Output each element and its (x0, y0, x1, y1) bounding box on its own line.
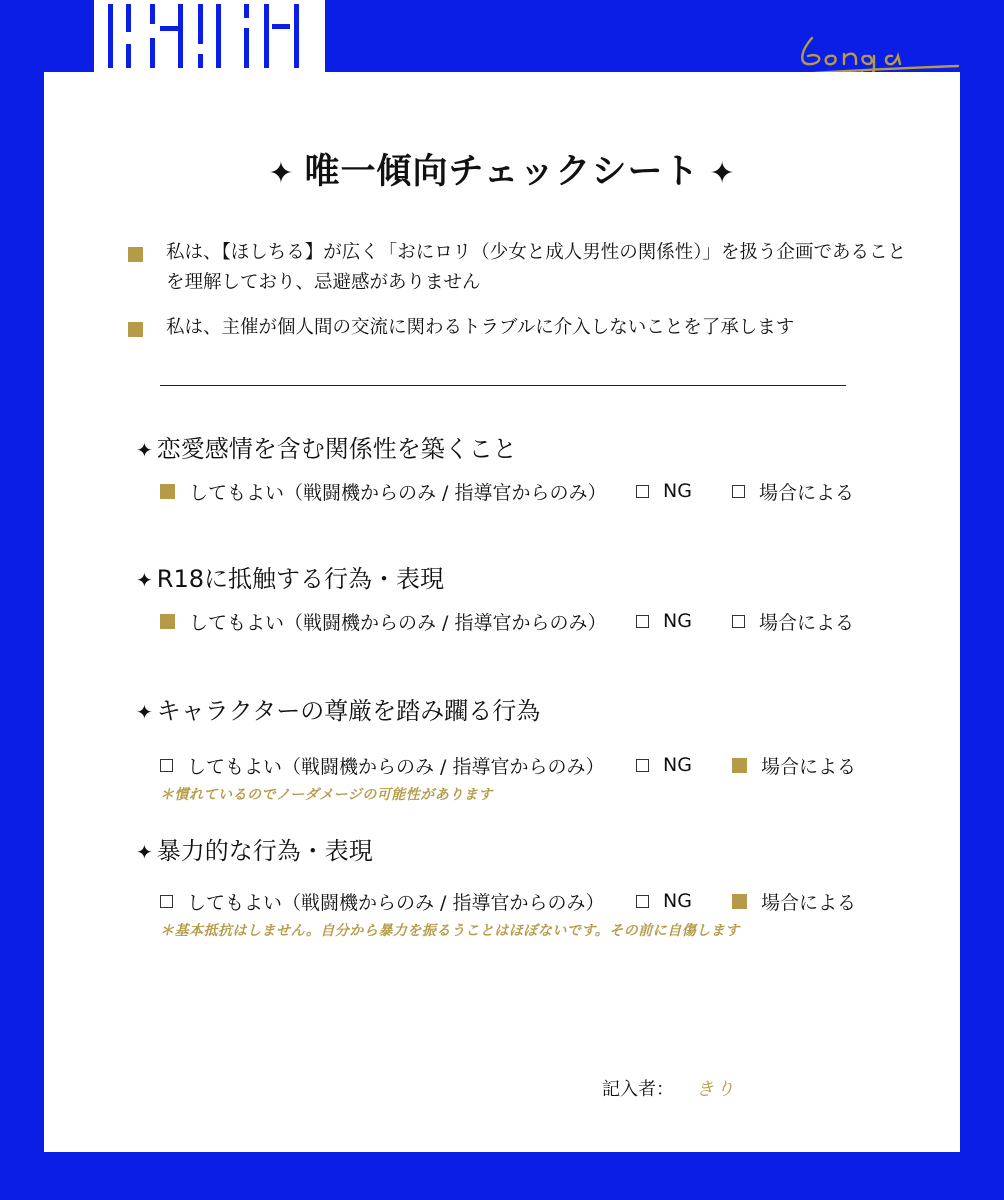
option-ng[interactable] (636, 886, 692, 916)
option-group (160, 886, 900, 916)
option-allowed[interactable] (160, 606, 606, 636)
checked-box-icon[interactable] (160, 484, 175, 499)
option-label: 場合による (761, 891, 857, 914)
checkbox-icon[interactable] (636, 615, 649, 628)
option-label: NG (663, 890, 692, 912)
option-depends[interactable] (732, 606, 854, 636)
logo-glyphs-icon (94, 0, 325, 72)
section-note: ＊慣れているのでノーダメージの可能性があります (160, 787, 493, 803)
checked-box-icon[interactable] (128, 322, 143, 337)
checkbox-icon[interactable] (732, 615, 745, 628)
agreement-statement (128, 313, 906, 343)
option-label: してもよい（戦闘機からのみ / 指導官からのみ） (187, 755, 605, 778)
section-heading (136, 562, 916, 596)
checked-box-icon[interactable] (732, 894, 747, 909)
page-title (44, 144, 960, 194)
checkbox-icon[interactable] (636, 759, 649, 772)
section-heading (136, 432, 916, 466)
option-label: NG (663, 610, 692, 632)
option-label: 場合による (759, 481, 855, 504)
option-ng[interactable] (636, 476, 692, 506)
checked-box-icon[interactable] (128, 247, 143, 262)
preference-section (136, 694, 916, 803)
sparkle-icon: ✦ (136, 568, 153, 592)
section-heading-text: R18に抵触する行為・表現 (156, 565, 444, 593)
title-text: 唯一傾向チェックシート (304, 152, 700, 192)
option-label: してもよい（戦闘機からのみ / 指導官からのみ） (189, 611, 607, 634)
option-label: NG (663, 754, 692, 776)
option-group (160, 476, 900, 506)
section-heading-text: キャラクターの尊厳を踏み躙る行為 (156, 697, 541, 725)
option-ng[interactable] (636, 750, 692, 780)
option-allowed[interactable] (160, 476, 606, 506)
option-label: NG (663, 480, 692, 502)
option-group (160, 750, 900, 780)
section-note: ＊基本抵抗はしません。自分から暴力を振るうことはほぼないです。その前に自傷します (160, 923, 740, 939)
signer-name: きり (696, 1079, 736, 1100)
option-ng[interactable] (636, 606, 692, 636)
preference-section (136, 432, 916, 504)
section-heading (136, 834, 916, 868)
option-label: 場合による (761, 755, 857, 778)
signer-label: 記入者： (602, 1079, 674, 1100)
checked-box-icon[interactable] (732, 758, 747, 773)
preference-section (136, 834, 916, 939)
agreement-text: 私は、【ほしちる】が広く「おにロリ（少女と成人男性の関係性）」を扱う企画であることを理解しており、忌避感がありません (166, 242, 907, 293)
checked-box-icon[interactable] (160, 614, 175, 629)
option-label: してもよい（戦闘機からのみ / 指導官からのみ） (189, 481, 607, 504)
option-allowed[interactable] (160, 750, 604, 780)
agreement-text: 私は、主催が個人間の交流に関わるトラブルに介入しないことを了承します (166, 317, 795, 338)
checkbox-icon[interactable] (160, 895, 173, 908)
checkbox-icon[interactable] (636, 895, 649, 908)
checkbox-icon[interactable] (636, 485, 649, 498)
checkbox-icon[interactable] (732, 485, 745, 498)
section-heading (136, 694, 916, 728)
section-heading-text: 暴力的な行為・表現 (156, 837, 373, 865)
event-logo (94, 0, 325, 72)
divider (160, 385, 846, 386)
sparkle-icon: ✦ (268, 156, 295, 191)
option-label: してもよい（戦闘機からのみ / 指導官からのみ） (187, 891, 605, 914)
checkbox-icon[interactable] (160, 759, 173, 772)
sparkle-icon: ✦ (709, 156, 736, 191)
agreement-statement (128, 238, 906, 298)
signer-row (602, 1075, 736, 1101)
option-group (160, 606, 900, 636)
sparkle-icon: ✦ (136, 438, 153, 462)
option-allowed[interactable] (160, 886, 604, 916)
option-depends[interactable] (732, 886, 856, 916)
sparkle-icon: ✦ (136, 700, 153, 724)
section-heading-text: 恋愛感情を含む関係性を築くこと (156, 435, 517, 463)
option-depends[interactable] (732, 750, 856, 780)
option-depends[interactable] (732, 476, 854, 506)
option-label: 場合による (759, 611, 855, 634)
preference-section (136, 562, 916, 634)
sparkle-icon: ✦ (136, 840, 153, 864)
check-sheet (44, 72, 960, 1152)
